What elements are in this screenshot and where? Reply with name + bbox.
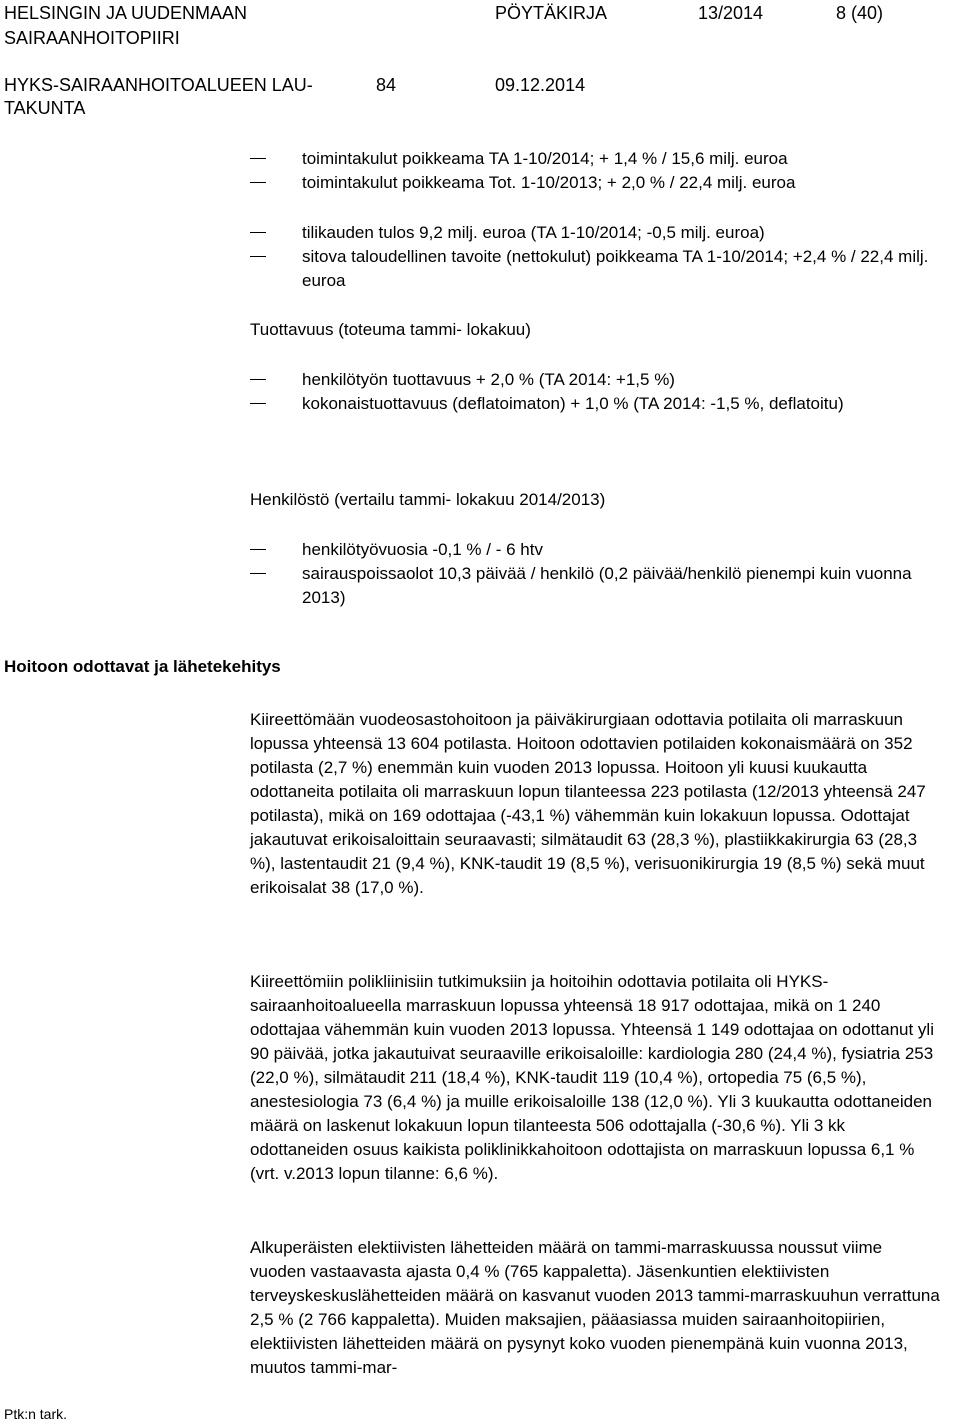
- paragraph: Alkuperäisten elektiivisten lähetteiden määrä on tammi-marraskuussa noussut viime vuoden vastaavasta ajasta 0,4 % (765 kappaletta). Jäsenkuntien elektiivisten terveyskeskuslähetteiden määrä on kasvanut vuoden 2013 tammi-marraskuuhun verrattuna 2,5 % (2 766 kappaletta). Muiden maksajien, pääasiassa muiden sairaanhoitopiirien, elektiivisten lähetteiden määrä on pysynyt koko vuoden pienempänä kuin vuonna 2013, muutos tammi-mar-: [250, 1238, 940, 1377]
- page-number: 8 (40): [836, 3, 884, 23]
- finance-bullets-a: [250, 147, 940, 195]
- staff-bullets: [250, 538, 940, 610]
- paragraph: Kiireettömään vuodeosastohoitoon ja päiväkirurgiaan odottavia potilaita oli marraskuun lopussa yhteensä 13 604 potilasta. Hoitoon odottavien potilaiden kokonaismäärä on 352 potilasta (2,7 %) enemmän kuin vuoden 2013 lopussa. Hoitoon yli kuusi kuukautta odottaneita potilaita oli marraskuun lopun tilanteessa 223 potilasta (12/2013 yhteensä 247 potilasta), mikä on 169 odottajaa (-43,1 %) vähemmän kuin lokakuun lopussa. Odottajat jakautuvat erikoisaloittain seuraavasti; silmätaudit 63 (28,3 %), plastiikkakirurgia 63 (28,3 %), lastentaudit 21 (9,4 %), KNK-taudit 19 (8,5 %), verisuonikirurgia 19 (8,5 %) sekä muut erikoisalat 38 (17,0 %).: [250, 710, 926, 897]
- list-item: henkilötyövuosia -0,1 % / - 6 htv: [302, 540, 543, 559]
- finance-bullets-b: [250, 221, 940, 293]
- meeting-date: 09.12.2014: [495, 75, 586, 95]
- paragraph-referrals: [250, 1236, 940, 1380]
- document-type: PÖYTÄKIRJA: [495, 3, 608, 23]
- paragraph-outpatient-queue: [250, 970, 940, 1186]
- board-name-line2: TAKUNTA: [4, 98, 86, 118]
- minutes-checker-note: Ptk:n tark.: [4, 1406, 68, 1422]
- paragraph-inpatient-queue: [250, 708, 940, 900]
- board-name-line1: HYKS-SAIRAANHOITOALUEEN LAU-: [4, 75, 313, 95]
- list-item: toimintakulut poikkeama TA 1-10/2014; + 1,4 % / 15,6 milj. euroa: [302, 149, 788, 168]
- list-item: henkilötyön tuottavuus + 2,0 % (TA 2014: +1,5 %): [302, 370, 675, 389]
- productivity-bullets: [250, 368, 940, 416]
- organization-name-line1: HELSINGIN JA UUDENMAAN: [4, 3, 248, 23]
- list-item: tilikauden tulos 9,2 milj. euroa (TA 1-10/2014; -0,5 milj. euroa): [302, 223, 765, 242]
- document-number: 13/2014: [698, 3, 764, 23]
- staff-title: Henkilöstö (vertailu tammi- lokakuu 2014/2013): [250, 490, 606, 509]
- paragraph: Kiireettömiin polikliinisiin tutkimuksiin ja hoitoihin odottavia potilaita oli HYKS-sairaanhoitoalueella marraskuun lopussa yhteensä 18 917 odottajaa, mikä on 1 240 odottajaa vähemmän kuin vuoden 2013 lopussa. Yhteensä 1 149 odottajaa on odottanut yli 90 päivää, jotka jakautuivat seuraaville erikoisaloille: kardiologia 280 (24,4 %), fysiatria 253 (22,0 %), silmätaudit 211 (18,4 %), KNK-taudit 119 (10,4 %), ortopedia 75 (6,5 %), anestesiologia 73 (6,4 %) ja muille erikoisaloille 138 (12,0 %). Yli 3 kuukautta odottaneiden määrä on laskenut lokakuun lopun tilanteesta 506 odottajalla (-30,6 %). Yli 3 kk odottaneiden osuus kaikista poliklinikkahoitoon odottajista on marraskuun lopussa 6,1 % (vrt. v.2013 lopun tilanne: 6,6 %).: [250, 972, 934, 1183]
- productivity-title: Tuottavuus (toteuma tammi- lokakuu): [250, 320, 531, 339]
- section-number: 84: [376, 75, 397, 95]
- list-item: sitova taloudellinen tavoite (nettokulut) poikkeama TA 1-10/2014; +2,4 % / 22,4 milj. euroa: [302, 247, 929, 290]
- list-item: sairauspoissaolot 10,3 päivää / henkilö (0,2 päivää/henkilö pienempi kuin vuonna 2013): [302, 564, 912, 607]
- section-heading: Hoitoon odottavat ja lähetekehitys: [4, 657, 281, 676]
- organization-name-line2: SAIRAANHOITOPIIRI: [4, 28, 180, 48]
- list-item: toimintakulut poikkeama Tot. 1-10/2013; + 2,0 % / 22,4 milj. euroa: [302, 173, 796, 192]
- list-item: kokonaistuottavuus (deflatoimaton) + 1,0 % (TA 2014: -1,5 %, deflatoitu): [302, 394, 844, 413]
